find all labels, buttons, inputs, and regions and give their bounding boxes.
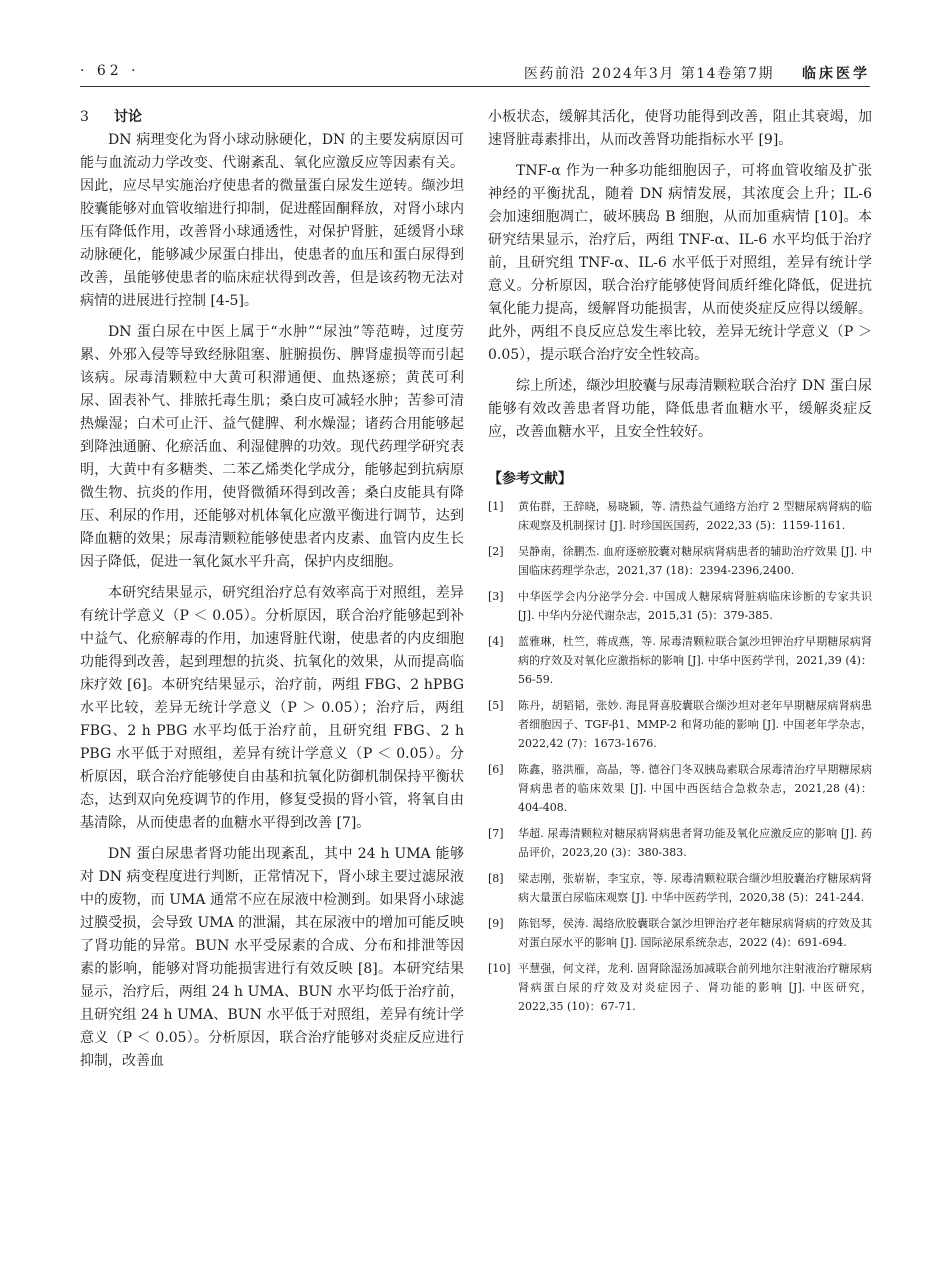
reference-number: [6] [488,763,504,776]
right-column [488,106,872,1023]
references-list [488,497,872,1016]
paragraph: DN 蛋白尿患者肾功能出现紊乱，其中 24 h UMA 能够对 DN 病变程度进行判断，正常情况下，肾小球主要过滤尿液中的废物，而 UMA 通常不应在尿液中检测到。如果肾小球滤过膜受损，会导致 UMA 的泄漏，其在尿液中的增加可能反映了肾功能的异常。BUN 水平受尿素的合成、分布和排泄等因素的影响，能够对肾功能损害进行有效反映 [8]。本研究结果显示，治疗后，两组 24 h UMA、BUN 水平均低于治疗前，且研究组 24 h UMA、BUN 水平低于对照组，差异有统计学意义（P ＜ 0.05）。分析原因，联合治疗能够对炎症反应进行抑制，改善血 [80,846,464,1069]
reference-text: 梁志刚，张崭崭，李宝京，等. 尿毒清颗粒联合缬沙坦胶囊治疗糖尿病肾病大量蛋白尿临床观察 [J]. 中华中医药学刊，2020,38 (5)：241-244. [518,872,872,904]
section-title: 讨论 [114,109,142,125]
reference-number: [8] [488,872,504,885]
reference-item [488,542,872,580]
references-heading: 【参考文献】 [488,471,572,487]
reference-number: [3] [488,590,504,603]
paragraph: DN 病理变化为肾小球动脉硬化，DN 的主要发病原因可能与血流动力学改变、代谢紊乱、氧化应激反应等因素有关。因此，应尽早实施治疗使患者的微量蛋白尿发生逆转。缬沙坦胶囊能够对血管收缩进行抑制，促进醛固酮释放，对肾小球内压有降低作用，改善肾小球通透性，对保护肾脏，延缓肾小球动脉硬化，能够减少尿蛋白排出，使患者的血压和蛋白尿得到改善，虽能够使患者的临床症状得到改善，但是该药物无法对病情的进展进行控制 [4-5]。 [80,132,464,309]
reference-item [488,760,872,817]
reference-text: 黄佑群，王辞晓，易晓颖，等. 清热益气通络方治疗 2 型糖尿病肾病的临床观察及机制探讨 [J]. 时珍国医国药，2022,33 (5)：1159-1161. [518,500,872,532]
reference-item [488,632,872,689]
reference-number: [10] [488,962,511,975]
paragraph: DN 蛋白尿在中医上属于“水肿”“尿浊”等范畴，过度劳累、外邪入侵等导致经脉阻塞、脏腑损伤、脾肾虚损等而引起该病。尿毒清颗粒中大黄可积滞通便、血热逐瘀；黄芪可利尿、固表补气、排脓托毒生肌；桑白皮可减轻水肿；苦参可清热燥湿；白术可止汗、益气健脾、利水燥湿；诸药合用能够起到降浊通腑、化瘀活血、利湿健脾的功效。现代药理学研究表明，大黄中有多糖类、二苯乙烯类化学成分，能够起到抗病原微生物、抗炎的作用，使肾微循环得到改善；桑白皮能具有降压、利尿的作用，还能够对机体氧化应激平衡进行调节，达到降血糖的效果；尿毒清颗粒能够使患者内皮素、血管内皮生长因子降低，促进一氧化氮水平升高，保护内皮细胞。 [80,324,464,570]
reference-item [488,587,872,625]
reference-number: [1] [488,500,504,513]
section-number: 3 [80,109,89,125]
reference-text: 陈铝琴，侯涛. 渴络欣胶囊联合氯沙坦钾治疗老年糖尿病肾病的疗效及其对蛋白尿水平的影响 [J]. 国际泌尿系统杂志，2022 (4)：691-694. [518,917,872,949]
reference-number: [5] [488,699,504,712]
reference-item [488,497,872,535]
reference-text: 蓝雅琳，杜竺，蒋成燕，等. 尿毒清颗粒联合氯沙坦钾治疗早期糖尿病肾病的疗效及对氧化应激指标的影响 [J]. 中华中医药学刊，2021,39 (4)：56-59. [518,635,872,686]
section-heading [80,106,464,128]
reference-item [488,959,872,1016]
reference-item [488,696,872,753]
reference-item [488,869,872,907]
paragraph: 本研究结果显示，研究组治疗总有效率高于对照组，差异有统计学意义（P ＜ 0.05）。分析原因，联合治疗能够起到补中益气、化瘀解毒的作用，加速肾脏代谢，使患者的内皮细胞功能得到改善，起到理想的抗炎、抗氧化的效果，从而提高临床疗效 [6]。本研究结果显示，治疗前，两组 FBG、2 hPBG 水平比较，差异无统计学意义（P ＞ 0.05）；治疗后，两组 FBG、2 h PBG 水平均低于治疗前，且研究组 FBG、2 h PBG 水平低于对照组，差异有统计学意义（P ＜ 0.05）。分析原因，联合治疗能够使自由基和抗氧化防御机制保持平衡状态，达到双向免疫调节的作用，修复受损的肾小管，将氧自由基清除，从而使患者的血糖水平得到改善 [7]。 [80,585,464,831]
running-header [80,60,870,87]
reference-text: 平慧强，何文祥，龙利. 固肾除湿汤加减联合前列地尔注射液治疗糖尿病肾病蛋白尿的疗效及对炎症因子、肾功能的影响 [J]. 中医研究，2022,35 (10)：67-71. [518,962,872,1013]
reference-text: 陈鑫，骆洪雁，高晶，等. 德谷门冬双胰岛素联合尿毒清治疗早期糖尿病肾病患者的临床效果 [J]. 中国中西医结合急救杂志，2021,28 (4)：404-408. [518,763,872,814]
paragraph: TNF-α 作为一种多功能细胞因子，可将血管收缩及扩张神经的平衡扰乱，随着 DN 病情发展，其浓度会上升；IL-6 会加速细胞凋亡，破坏胰岛 B 细胞，从而加重病情 [10]。本研究结果显示，治疗后，两组 TNF-α、IL-6 水平均低于治疗前，且研究组 TNF-α、IL-6 水平低于对照组，差异有统计学意义。分析原因，联合治疗能够使肾间质纤维化降低，促进抗氧化能力提高，缓解肾功能损害，从而使炎症反应得以缓解。此外，两组不良反应总发生率比较，差异无统计学意义（P ＞ 0.05），提示联合治疗安全性较高。 [488,163,872,363]
section-name: 临床医学 [802,66,870,82]
reference-item [488,914,872,952]
reference-number: [4] [488,635,504,648]
left-column [80,106,464,1073]
page-number: · 62 · [80,63,140,79]
paragraph: 综上所述，缬沙坦胶囊与尿毒清颗粒联合治疗 DN 蛋白尿能够有效改善患者肾功能，降低患者血糖水平，缓解炎症反应，改善血糖水平，且安全性较好。 [488,378,872,440]
reference-text: 吴静南，徐鹏杰. 血府逐瘀胶囊对糖尿病肾病患者的辅助治疗效果 [J]. 中国临床药理学杂志，2021,37 (18)：2394-2396,2400. [518,545,872,577]
reference-item [488,824,872,862]
reference-text: 中华医学会内分泌学分会. 中国成人糖尿病肾脏病临床诊断的专家共识 [J]. 中华内分泌代谢杂志，2015,31 (5)：379-385. [518,590,872,622]
reference-number: [7] [488,827,504,840]
reference-text: 华超. 尿毒清颗粒对糖尿病肾病患者肾功能及氧化应激反应的影响 [J]. 药品评价，2023,20 (3)：380-383. [518,827,872,859]
journal-info: 医药前沿 2024年3月 第14卷第7期 [523,66,774,82]
reference-text: 陈丹，胡韬韬，张妙. 海昆肾喜胶囊联合缬沙坦对老年早期糖尿病肾病患者细胞因子、TGF-β1、MMP-2 和肾功能的影响 [J]. 中国老年学杂志，2022,42 (7)：1673-1676. [518,699,872,750]
reference-number: [2] [488,545,504,558]
reference-number: [9] [488,917,504,930]
paragraph: 小板状态，缓解其活化，使肾功能得到改善，阻止其衰竭，加速肾脏毒素排出，从而改善肾功能指标水平 [9]。 [488,109,872,148]
